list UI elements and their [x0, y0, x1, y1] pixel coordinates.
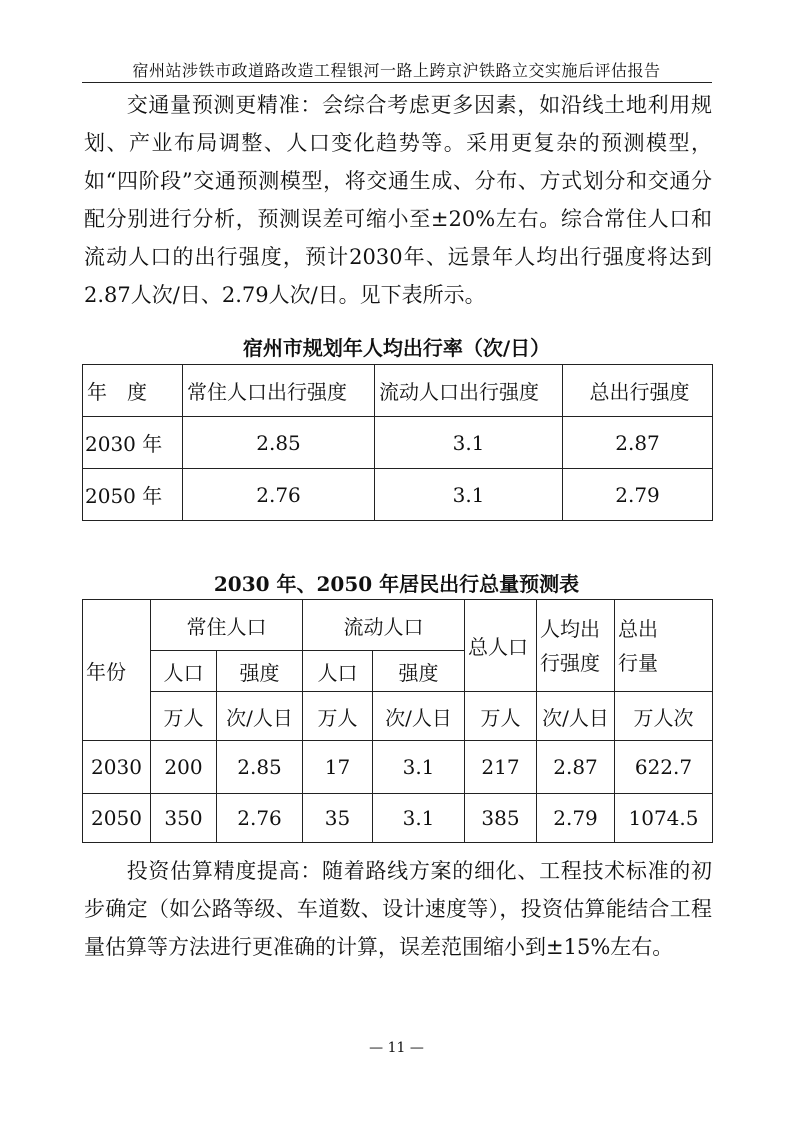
table-header-row	[83, 365, 713, 417]
cell-floating-population: 17	[303, 741, 373, 794]
cell-floating-intensity: 3.1	[373, 794, 465, 843]
unit-resident-intensity: 次/人日	[217, 692, 303, 741]
cell-total-population: 217	[465, 741, 537, 794]
paragraph-investment-estimate	[84, 852, 712, 966]
cell-total-intensity: 2.79	[563, 469, 713, 521]
table-row	[83, 417, 713, 469]
cell-floating-intensity: 3.1	[375, 417, 563, 469]
cell-year: 2050 年	[83, 469, 183, 521]
cell-per-capita-intensity: 2.79	[537, 794, 615, 843]
cell-total-population: 385	[465, 794, 537, 843]
cell-per-capita-intensity: 2.87	[537, 741, 615, 794]
header-floating-population: 人口	[303, 651, 373, 692]
paragraph-traffic-forecast	[84, 86, 712, 314]
cell-resident-intensity: 2.85	[183, 417, 375, 469]
header-resident-group: 常住人口	[151, 600, 303, 651]
unit-resident-population: 万人	[151, 692, 217, 741]
table2-caption: 2030 年、2050 年居民出行总量预测表	[213, 572, 580, 596]
table-row	[83, 741, 713, 794]
cell-resident-intensity: 2.85	[217, 741, 303, 794]
header-floating-group: 流动人口	[303, 600, 465, 651]
cell-resident-population: 200	[151, 741, 217, 794]
header-total-trips-line1: 总出	[618, 616, 658, 641]
cell-year: 2030 年	[83, 417, 183, 469]
table-row	[83, 469, 713, 521]
trip-total-table	[82, 599, 713, 843]
header-resident-intensity: 常住人口出行强度	[183, 365, 375, 417]
table-row	[83, 794, 713, 843]
unit-floating-population: 万人	[303, 692, 373, 741]
unit-floating-intensity: 次/人日	[373, 692, 465, 741]
header-resident-intensity: 强度	[217, 651, 303, 692]
cell-year: 2050	[83, 794, 151, 843]
header-year: 年 度	[83, 365, 183, 417]
unit-per-capita-intensity: 次/人日	[537, 692, 615, 741]
table1-caption: 宿州市规划年人均出行率（次/日）	[242, 336, 551, 360]
cell-resident-population: 350	[151, 794, 217, 843]
cell-total-trips: 1074.5	[615, 794, 713, 843]
table-header-row	[83, 600, 713, 651]
cell-floating-intensity: 3.1	[375, 469, 563, 521]
header-total-trips	[615, 600, 713, 692]
cell-resident-intensity: 2.76	[217, 794, 303, 843]
page-header: 宿州站涉铁市政道路改造工程银河一路上跨京沪铁路立交实施后评估报告	[132, 61, 661, 80]
header-resident-population: 人口	[151, 651, 217, 692]
paragraph-investment-estimate-text: 投资估算精度提高：随着路线方案的细化、工程技术标准的初步确定（如公路等级、车道数、设计速度等），投资估算能结合工程量估算等方法进行更准确的计算，误差范围缩小到±15%左右。	[84, 859, 712, 959]
header-rule	[82, 82, 712, 83]
cell-floating-population: 35	[303, 794, 373, 843]
cell-floating-intensity: 3.1	[373, 741, 465, 794]
unit-total-trips: 万人次	[615, 692, 713, 741]
unit-total-population: 万人	[465, 692, 537, 741]
cell-total-intensity: 2.87	[563, 417, 713, 469]
page-number: — 11 —	[369, 1040, 424, 1056]
cell-resident-intensity: 2.76	[183, 469, 375, 521]
header-per-capita-line2: 行强度	[540, 650, 600, 675]
paragraph-traffic-forecast-text: 交通量预测更精准：会综合考虑更多因素，如沿线土地利用规划、产业布局调整、人口变化趋势等。采用更复杂的预测模型，如“四阶段”交通预测模型，将交通生成、分布、方式划分和交通分配分别进行分析，预测误差可缩小至±20%左右。综合常住人口和流动人口的出行强度，预计2030年、远景年人均出行强度将达到2.87人次/日、2.79人次/日。见下表所示。	[84, 93, 712, 307]
header-floating-intensity: 强度	[373, 651, 465, 692]
header-per-capita-line1: 人均出	[540, 616, 600, 641]
header-floating-intensity: 流动人口出行强度	[375, 365, 563, 417]
header-total-trips-line2: 行量	[618, 650, 658, 675]
cell-year: 2030	[83, 741, 151, 794]
header-per-capita-intensity	[537, 600, 615, 692]
header-year: 年份	[83, 600, 151, 741]
table-units-row	[83, 692, 713, 741]
header-total-population: 总人口	[465, 600, 537, 692]
header-total-intensity: 总出行强度	[563, 365, 713, 417]
cell-total-trips: 622.7	[615, 741, 713, 794]
trip-rate-table	[82, 364, 713, 521]
